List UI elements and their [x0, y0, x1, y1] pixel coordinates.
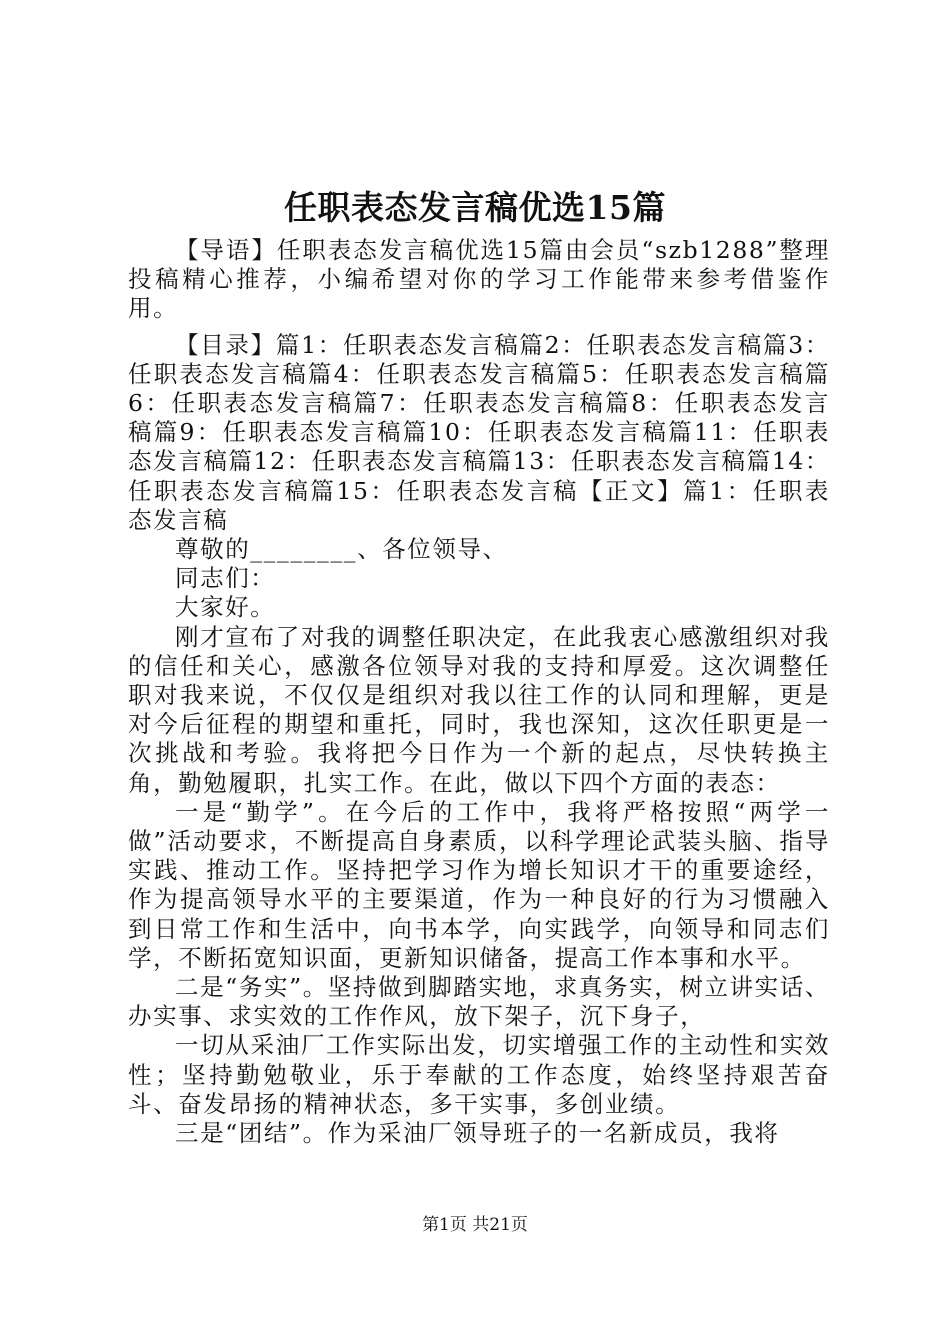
body-paragraph: 刚才宣布了对我的调整任职决定，在此我衷心感激组织对我的信任和关心，感激各位领导对我的支持和厚爱。这次调整任职对我来说，不仅仅是组织对我以往工作的认同和理解，更是对今后征程的期望和重托，同时，我也深知，这次任职更是一次挑战和考验。我将把今日作为一个新的起点，尽快转换主角，勤勉履职，扎实工作。在此，做以下四个方面的表态：: [128, 622, 830, 797]
page-footer: 第1页 共21页: [422, 1215, 528, 1235]
page-title: 任职表态发言稿优选15篇: [284, 188, 666, 227]
intro-paragraph: 【导语】任职表态发言稿优选15篇由会员“szb1288”整理投稿精心推荐，小编希望对你的学习工作能带来参考借鉴作用。: [128, 236, 830, 323]
salutation-line: 尊敬的________、各位领导、: [175, 535, 508, 564]
body-paragraph: 二是“务实”。坚持做到脚踏实地，求真务实，树立讲实话、办实事、求实效的工作作风，放下架子，沉下身子，: [128, 973, 830, 1031]
body-paragraph: 一是“勤学”。在今后的工作中，我将严格按照“两学一做”活动要求，不断提高自身素质，以科学理论武装头脑、指导实践、推动工作。坚持把学习作为增长知识才干的重要途经，作为提高领导水平的主要渠道，作为一种良好的行为习惯融入到日常工作和生活中，向书本学，向实践学，向领导和同志们学，不断拓宽知识面，更新知识储备，提高工作本事和水平。: [128, 797, 830, 972]
salutation-line: 同志们：: [175, 564, 276, 593]
document-body: [128, 236, 830, 1148]
greeting-line: 大家好。: [175, 593, 276, 622]
body-paragraph: 一切从采油厂工作实际出发，切实增强工作的主动性和实效性；坚持勤勉敬业，乐于奉献的工作态度，始终坚持艰苦奋斗、奋发昂扬的精神状态，多干实事，多创业绩。: [128, 1031, 830, 1118]
contents-paragraph: 【目录】篇1：任职表态发言稿篇2：任职表态发言稿篇3：任职表态发言稿篇4：任职表态发言稿篇5：任职表态发言稿篇6：任职表态发言稿篇7：任职表态发言稿篇8：任职表态发言稿篇9：任职表态发言稿篇10：任职表态发言稿篇11：任职表态发言稿篇12：任职表态发言稿篇13：任职表态发言稿篇14：任职表态发言稿篇15：任职表态发言稿【正文】篇1：任职表态发言稿: [128, 330, 830, 534]
body-paragraph: 三是“团结”。作为采油厂领导班子的一名新成员，我将: [175, 1119, 780, 1148]
